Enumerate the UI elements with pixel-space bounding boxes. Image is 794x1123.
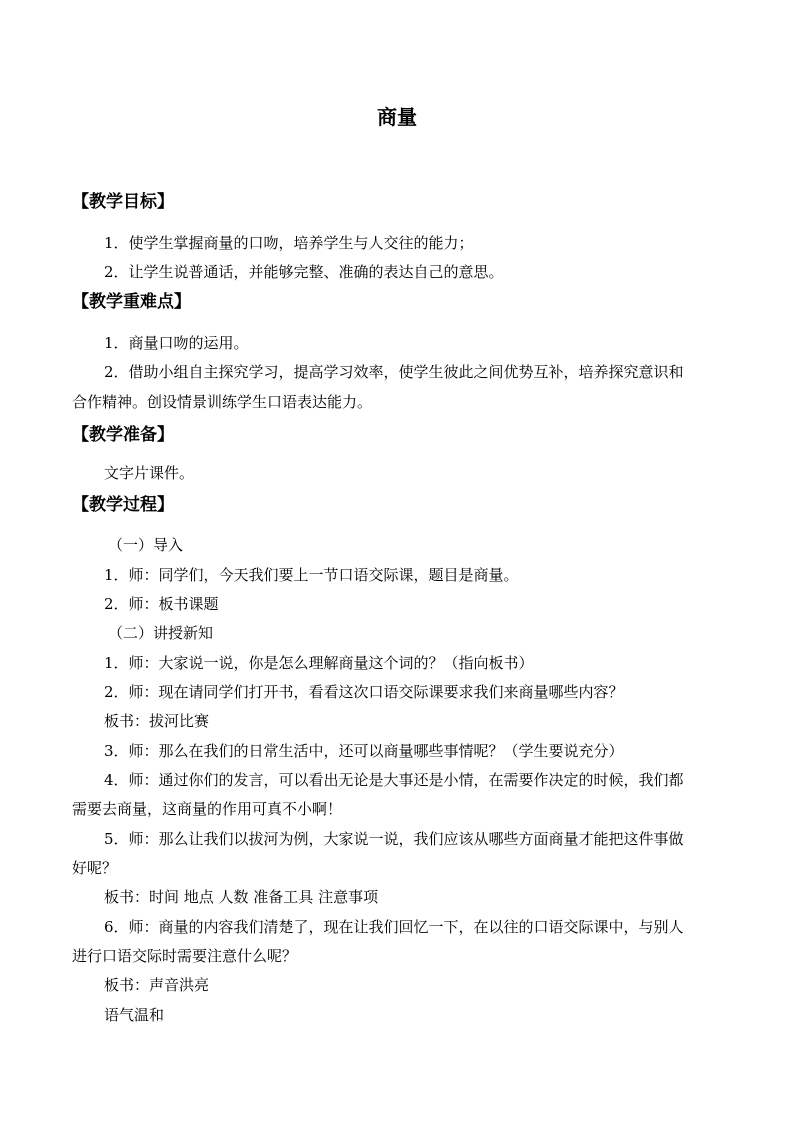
process-line-10: 需要去商量，这商量的作用可真不小啊！ (72, 800, 343, 818)
prep-item-1: 文字片课件。 (104, 464, 195, 482)
process-line-4: （二）讲授新知 (108, 624, 214, 642)
process-line-12: 好呢？ (72, 859, 118, 877)
process-line-7: 板书：拔河比赛 (104, 712, 210, 730)
page-title: 商量 (377, 105, 417, 129)
section-heading-process: 【教学过程】 (72, 495, 174, 515)
process-line-5: 1．师：大家说一说，你是怎么理解商量这个词的？（指向板书） (104, 654, 534, 672)
process-line-1: （一）导入 (108, 536, 184, 554)
process-line-13: 板书：时间 地点 人数 准备工具 注意事项 (104, 888, 379, 906)
keypoints-item-2: 2．借助小组自主探究学习，提高学习效率，使学生彼此之间优势互补，培养探究意识和 (104, 363, 684, 381)
keypoints-item-1: 1．商量口吻的运用。 (104, 334, 249, 352)
process-line-14: 6．师：商量的内容我们清楚了，现在让我们回忆一下，在以往的口语交际课中，与别人 (104, 918, 684, 936)
process-line-6: 2．师：现在请同学们打开书，看看这次口语交际课要求我们来商量哪些内容？ (104, 683, 624, 701)
section-heading-keypoints: 【教学重难点】 (72, 292, 191, 312)
process-line-11: 5．师：那么让我们以拔河为例，大家说一说，我们应该从哪些方面商量才能把这件事做 (104, 830, 684, 848)
process-line-8: 3．师：那么在我们的日常生活中，还可以商量哪些事情呢？（学生要说充分） (104, 742, 624, 760)
process-line-17: 语气温和 (104, 1006, 165, 1024)
section-heading-prep: 【教学准备】 (72, 425, 174, 445)
goals-item-1: 1．使学生掌握商量的口吻，培养学生与人交往的能力； (104, 234, 474, 252)
process-line-3: 2．师：板书课题 (104, 595, 219, 613)
process-line-2: 1．师：同学们，今天我们要上一节口语交际课，题目是商量。 (104, 566, 519, 584)
goals-item-2: 2．让学生说普通话，并能够完整、准确的表达自己的意思。 (104, 263, 504, 281)
keypoints-item-2-cont: 合作精神。创设情景训练学生口语表达能力。 (72, 393, 373, 411)
section-heading-goals: 【教学目标】 (72, 192, 174, 212)
process-line-16: 板书：声音洪亮 (104, 976, 210, 994)
process-line-15: 进行口语交际时需要注意什么呢？ (72, 947, 298, 965)
process-line-9: 4．师：通过你们的发言，可以看出无论是大事还是小情，在需要作决定的时候，我们都 (104, 771, 684, 789)
